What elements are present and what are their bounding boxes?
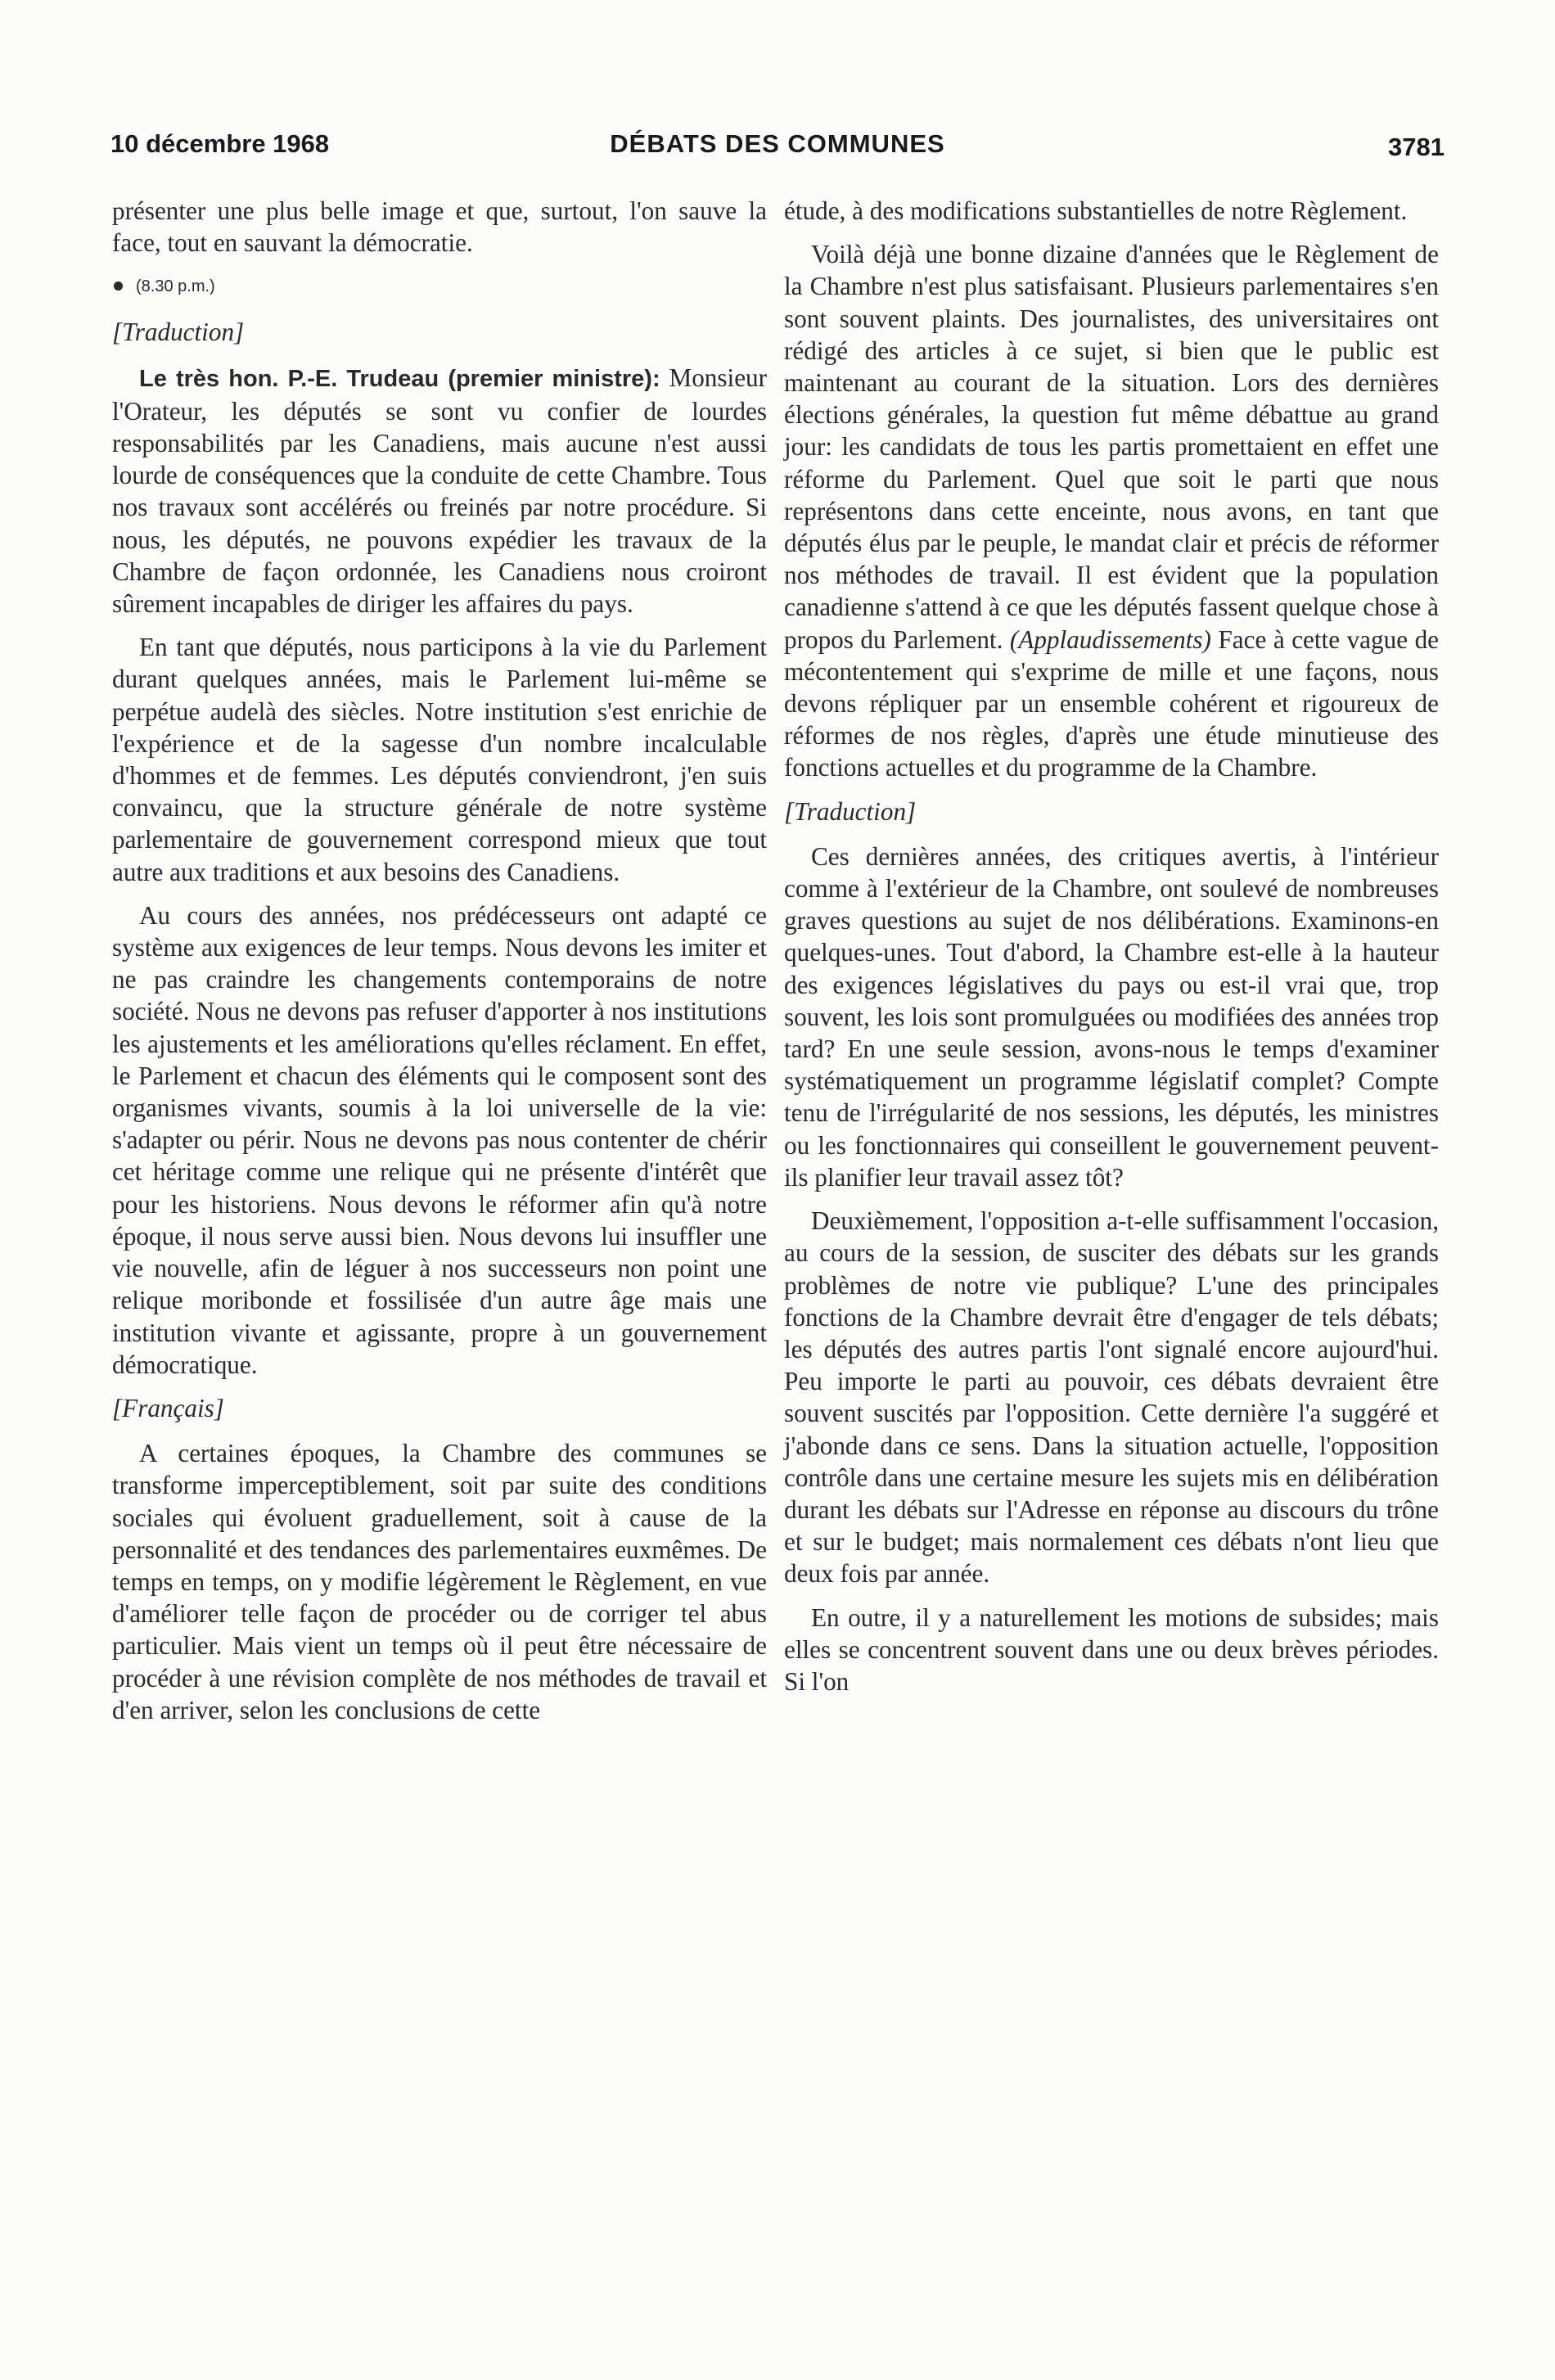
language-tag: [Traduction] [112,318,245,347]
applause-note: (Applaudissements) [1009,624,1211,654]
header-date: 10 décembre 1968 [110,129,330,158]
speech-text: Monsieur l'Orateur, les députés se sont vu confier de lourdes responsabilités par les Canadiens, mais aucune n'est aussi lourde de conséquences que la conduite de cette Chambre. Tous nos travaux sont accélérés ou freinés par notre procédure. Si nous, les députés, ne pouvons expédier les travaux de la Chambre de façon ordonnée, les Canadiens nous croiront sûrement incapables de diriger les affaires du pays. [112,363,768,619]
page-number: 3781 [1388,133,1445,161]
paragraph: Deuxièmement, l'opposition a-t-elle suffisamment l'occasion, au cours de la session, de susciter des débats sur les grands problèmes de notre vie publique? L'une des principales fonctions de la Chambre devrait être d'engager de tels débats; les députés des autres partis l'ont signalé encore aujourd'hui. Peu importe le parti au pouvoir, ces débats devraient être souvent suscités par l'opposition. Cette dernière l'a suggéré et j'abonde dans ce sens. Dans la situation actuelle, l'opposition contrôle dans une certaine mesure les sujets mis en délibération durant les débats sur l'Adresse en réponse au discours du trône et sur le budget; mais normalement ces débats n'ont lieu que deux fois par année. [784,1206,1439,1589]
paragraph: A certaines époques, la Chambre des communes se transforme imperceptiblement, soit par suite des conditions sociales qui évoluent graduellement, soit à cause de la personnalité et des tendances des parlementaires euxmêmes. De temps en temps, on y modifie légèrement le Règlement, en vue d'améliorer telle façon de procéder ou de corriger tel abus particulier. Mais vient un temps où il peut être nécessaire de procéder à une révision complète de nos méthodes de travail et d'en arriver, selon les conclusions de cette [112,1439,767,1724]
paragraph: En outre, il y a naturellement les motions de subsides; mais elles se concentrent souvent dans une ou deux brèves périodes. Si l'on [784,1602,1439,1696]
page-header [110,129,1445,178]
paragraph: Au cours des années, nos prédécesseurs ont adapté ce système aux exigences de leur temps. Nous devons les imiter et ne pas craindre les changements contemporains de notre société. Nous ne devons pas refuser d'apporter à nos institutions les ajustements et les améliorations qu'elles réclament. En effet, le Parlement et chacun des éléments qui le composent sont des organismes vivants, soumis à la loi universelle de la vie: s'adapter ou périr. Nous ne devons pas nous contenter de chérir cet héritage comme une relique qui ne présente d'intérêt que pour les historiens. Nous devons le réformer afin qu'à notre époque, il nous serve aussi bien. Nous devons lui insuffler une vie nouvelle, afin de léguer à nos successeurs non point une relique moribonde et fossilisée d'un autre âge mais une institution vivante et agissante, propre à un gouvernement démocratique. [112,900,767,1379]
speaker-name: Le très hon. P.-E. Trudeau (premier ministre): [139,365,660,392]
paragraph: étude, à des modifications substantielles de notre Règlement. [784,196,1408,225]
paragraph-text: Voilà déjà une bonne dizaine d'années que le Règlement de la Chambre n'est plus satisfaisant. Plusieurs parlementaires s'en sont souvent plaints. Des journalistes, des universitaires ont rédigé des articles à ce sujet, si bien que le public est maintenant au courant de la situation. Lors des dernières élections générales, la question fut même débattue au grand jour: les candidats de tous les partis promettaient en effet une réforme du Parlement. Quel que soit le parti que nous représentons dans cette enceinte, nous avons, en tant que députés élus par le peuple, le mandat clair et précis de réformer nos méthodes de travail. Il est évident que la population canadienne s'attend à ce que les députés fassent quelque chose à propos du Parlement. [784,240,1439,654]
left-column [112,195,767,1738]
paragraph: présenter une plus belle image et que, surtout, l'on sauve la face, tout en sauvant la démocratie. [112,196,767,258]
paragraph [784,238,1439,783]
paragraph: En tant que députés, nous participons à la vie du Parlement durant quelques années, mais le Parlement lui-même se perpétue audelà des siècles. Notre institution s'est enrichie de l'expérience et de la sagesse d'un nombre incalculable d'hommes et de femmes. Les députés conviendront, j'en suis convaincu, que la structure générale de notre système parlementaire de gouvernement correspond mieux que tout autre aux traditions et aux besoins des Canadiens. [112,633,767,886]
time-stamp-text: (8.30 p.m.) [136,277,215,296]
language-tag: [Français] [112,1393,224,1422]
paragraph: Ces dernières années, des critiques avertis, à l'intérieur comme à l'extérieur de la Chambre, ont soulevé de nombreuses graves questions au sujet de nos délibérations. Examinons-en quelques-unes. Tout d'abord, la Chambre est-elle à la hauteur des exigences législatives du pays ou est-il vrai que, trop souvent, les lois sont promulguées ou modifiées des années trop tard? En une seule session, avons-nous le temps d'examiner systématiquement un programme législatif complet? Compte tenu de l'irrégularité de nos sessions, les députés, les ministres ou les fonctionnaires qui conseillent le gouvernement peuvent-ils planifier leur travail assez tôt? [784,841,1439,1192]
paragraph-text: Face à cette vague de mécontentement qui s'exprime de mille et une façons, nous devons répliquer par un ensemble cohérent et rigoureux de réformes de nos règles, d'après une étude minutieuse des fonctions actuelles et du programme de la Chambre. [784,624,1440,782]
time-stamp [114,270,767,303]
speech-paragraph [112,362,767,620]
language-tag: [Traduction] [784,796,917,826]
bullet-icon [114,282,123,291]
right-column [784,195,1439,1709]
header-title: DÉBATS DES COMMUNES [610,129,945,158]
